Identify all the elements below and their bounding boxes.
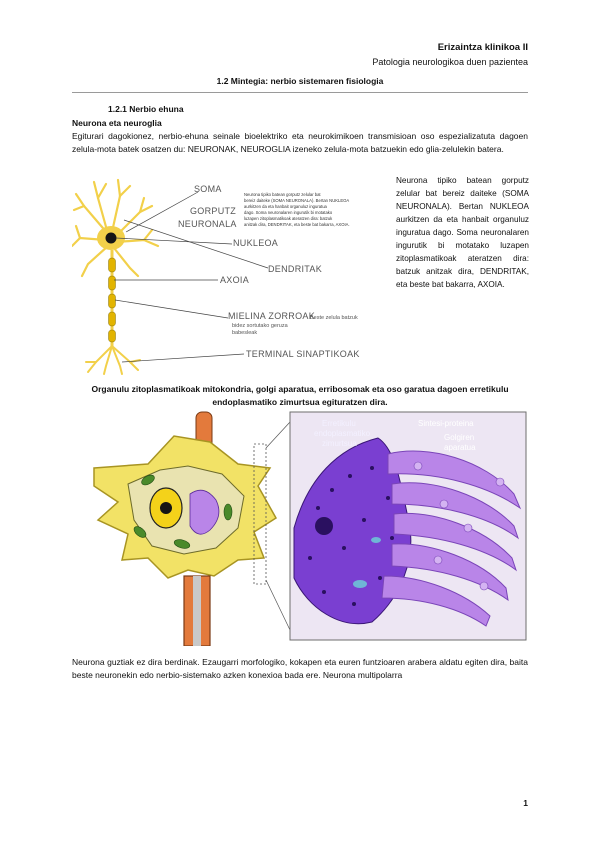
neuron-diagram xyxy=(72,176,392,376)
nucleus-shape xyxy=(106,233,117,244)
label-mielina-note: Beste zelula batzuk xyxy=(310,315,358,321)
mini-text-block xyxy=(244,192,350,227)
page-number: 1 xyxy=(523,798,528,808)
svg-text:luzapen zitoplasmatikoak atera: luzapen zitoplasmatikoak ateratzen dira: batzuk xyxy=(244,216,333,221)
label-axoia: AXOIA xyxy=(220,275,250,285)
label-gorputz: GORPUTZ xyxy=(190,206,237,216)
neuron-side-description: Neurona tipiko batean gorputz zelular bat bereiz daiteke (SOMA NEURONALA). Bertan NUKLEOA aurkitzen da eta hanbait organuluz inguratua dago. Soma neuronalaren ingurutik bi motatako luzapen zitoplasmatikoak ateratzen dira: batzuk anitzak dira, DENDRITAK, eta beste bat bakarra, AXOIA. xyxy=(396,176,529,289)
section-title: 1.2.1 Nerbio ehuna xyxy=(108,104,184,114)
label-mielina: MIELINA ZORROAK xyxy=(228,311,316,321)
svg-text:bereiz daiteke (SOMA NEURONALA: bereiz daiteke (SOMA NEURONALA). Bertan NUKLEOA xyxy=(244,198,350,203)
label-mielina-note-2: bidez sortutako geruza xyxy=(232,323,288,329)
header-divider xyxy=(72,92,528,93)
label-golgi-line2: aparatua xyxy=(444,443,476,452)
label-terminal: TERMINAL SINAPTIKOAK xyxy=(246,349,360,359)
label-mielina-note-3: babesleak xyxy=(232,330,258,336)
label-neuronala: NEURONALA xyxy=(178,219,237,229)
svg-text:dago. Soma neuronalaren inguru: dago. Soma neuronalaren ingurutik bi motatako xyxy=(244,210,333,215)
label-er-line2: endoplasmatiko xyxy=(314,429,371,438)
label-soma: SOMA xyxy=(194,184,222,194)
label-synthesis-protein: Sintesi-proteina xyxy=(418,419,474,428)
subsection-title: Neurona eta neuroglia xyxy=(72,118,162,128)
label-dendritak: DENDRITAK xyxy=(268,264,323,274)
intro-paragraph: Egiturari dagokionez, nerbio-ehuna seinale bioelektriko eta neurokimikoen transmisioan oso espezializatuta dagoen zelula-mota batek osatzen du: NEURONAK, NEUROGLIA izeneko zelula-mota batzuekin edo glia-zelulekin batera. xyxy=(72,131,528,154)
svg-text:anitzak dira, DENDRITAK, eta b: anitzak dira, DENDRITAK, eta beste bat bakarra, AXOIA. xyxy=(244,222,350,227)
synaptic-terminals-shape xyxy=(86,346,140,374)
label-nukleoa: NUKLEOA xyxy=(233,238,279,248)
svg-text:Neurona tipiko batean gorputz: Neurona tipiko batean gorputz zelular bat xyxy=(244,192,321,197)
header-subtitle: Patologia neurologikoa duen pazientea xyxy=(372,57,528,67)
svg-text:aurkitzen da eta hanbait organ: aurkitzen da eta hanbait organuluz inguratua xyxy=(244,204,327,209)
er-golgi-zoom-panel xyxy=(290,412,526,640)
header-course-title: Erizaintza klinikoa II xyxy=(437,42,528,53)
cell-body-drawing xyxy=(94,412,290,646)
label-er-line3: zimurtsua xyxy=(322,439,357,448)
seminar-title: 1.2 Mintegia: nerbio sistemaren fisiologia xyxy=(216,76,384,86)
label-golgi-line1: Golgiren xyxy=(444,433,475,442)
organelle-figure xyxy=(88,408,528,646)
closing-paragraph: Neurona guztiak ez dira berdinak. Ezaugarri morfologiko, kokapen eta euren funtzioaren arabera aldatu egiten dira, baita beste neuronekin edo nerbio-sistemako azken konexioa bada ere. Neurona multipolarra xyxy=(72,657,528,680)
label-er-line1: Erretikulu xyxy=(322,419,356,428)
organelle-caption: Organulu zitoplasmatikoak mitokondria, golgi aparatua, erribosomak eta oso garatua dagoen erretikulu endoplasmatiko zimurtsua egituratzen dira. xyxy=(91,384,509,407)
